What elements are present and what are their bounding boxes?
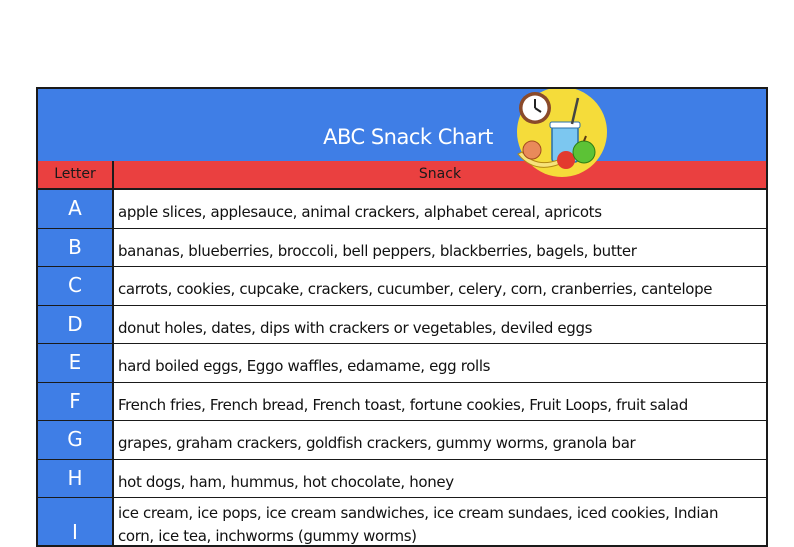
table-row xyxy=(38,267,766,306)
snack-column-header: Snack xyxy=(418,166,462,182)
table-header-row xyxy=(38,161,766,190)
row-snacks: grapes, graham crackers, goldfish crackers, gummy worms, granola bar xyxy=(118,434,636,452)
snack-table-body xyxy=(38,190,766,547)
table-row xyxy=(38,190,766,229)
table-row xyxy=(38,344,766,383)
row-snacks: hard boiled eggs, Eggo waffles, edamame, egg rolls xyxy=(118,357,491,375)
row-letter: G xyxy=(38,421,114,459)
table-row xyxy=(38,229,766,268)
table-row xyxy=(38,498,766,547)
row-snacks: ice cream, ice pops, ice cream sandwiches, ice cream sundaes, iced cookies, Indian corn, ice tea, inchworms (gummy worms) xyxy=(118,504,719,545)
abc-snack-chart xyxy=(36,87,768,547)
table-row xyxy=(38,383,766,422)
row-snacks: hot dogs, ham, hummus, hot chocolate, honey xyxy=(118,472,454,491)
row-letter: F xyxy=(38,383,114,421)
letter-column-header: Letter xyxy=(38,161,114,188)
row-snacks: French fries, French bread, French toast, fortune cookies, Fruit Loops, fruit salad xyxy=(118,395,688,414)
row-snacks: apple slices, applesauce, animal crackers, alphabet cereal, apricots xyxy=(118,203,602,221)
row-letter: H xyxy=(38,460,114,498)
table-row xyxy=(38,460,766,499)
row-letter: B xyxy=(38,229,114,267)
row-snacks: bananas, blueberries, broccoli, bell peppers, blackberries, bagels, butter xyxy=(118,241,637,260)
table-row xyxy=(38,421,766,460)
chart-title: ABC Snack Chart xyxy=(323,125,493,149)
table-row xyxy=(38,306,766,345)
row-letter: I xyxy=(38,498,114,547)
row-letter: C xyxy=(38,267,114,305)
title-bar xyxy=(38,89,766,162)
row-snacks: carrots, cookies, cupcake, crackers, cucumber, celery, corn, cranberries, cantelope xyxy=(118,280,713,298)
snack-clipart-icon xyxy=(512,88,612,178)
row-letter: E xyxy=(38,344,114,382)
row-letter: D xyxy=(38,306,114,344)
row-letter: A xyxy=(38,190,114,228)
row-snacks: donut holes, dates, dips with crackers or vegetables, deviled eggs xyxy=(118,318,593,337)
